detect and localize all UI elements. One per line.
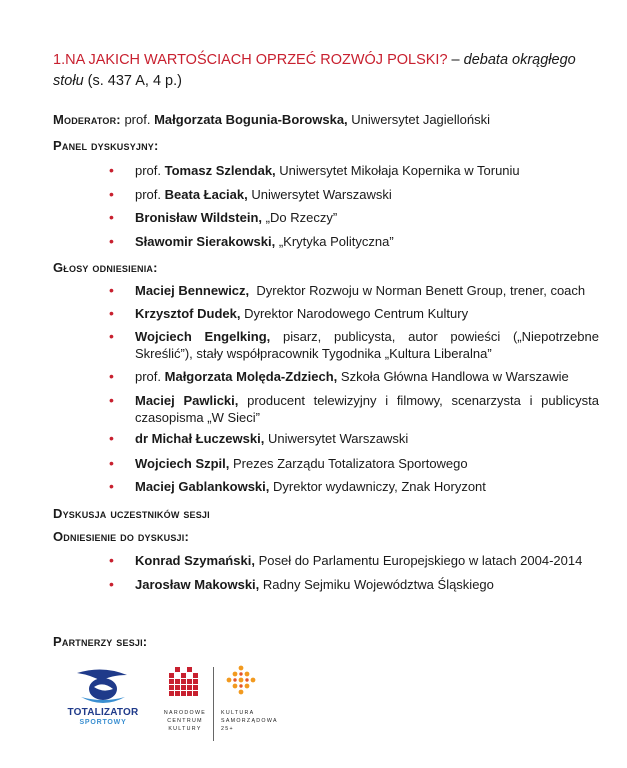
item-description: Uniwersytet Warszawski — [251, 187, 392, 202]
ks-text — [221, 709, 301, 733]
panel-label: Panel dyskusyjny: — [53, 138, 159, 153]
bullet-icon: • — [109, 186, 114, 202]
nck-crown-icon — [169, 667, 199, 705]
item-name: Wojciech Szpil, — [135, 456, 230, 471]
voices-label: Głosy odniesienia: — [53, 260, 158, 275]
item-description: Radny Sejmiku Województwa Śląskiego — [262, 577, 494, 592]
item-name: Jarosław Makowski, — [135, 577, 260, 592]
item-description: „Krytyka Polityczna” — [278, 234, 394, 249]
bullet-icon: • — [109, 233, 114, 249]
item-name: Konrad Szymański, — [135, 553, 255, 568]
item-name: Beata Łaciak, — [164, 187, 248, 202]
item-description: „Do Rzeczy” — [265, 210, 338, 225]
item-prefix: prof. — [135, 187, 162, 202]
bullet-icon: • — [109, 430, 114, 446]
item-name: Maciej Gablankowski, — [135, 479, 270, 494]
bullet-icon: • — [109, 455, 114, 471]
bullet-icon: • — [109, 576, 114, 592]
bullet-icon: • — [109, 162, 114, 178]
item-name: dr Michał Łuczewski, — [135, 431, 265, 446]
bullet-icon: • — [109, 392, 114, 408]
item-description: Dyrektor Narodowego Centrum Kultury — [244, 306, 469, 321]
session-room: (s. 437 A, 4 p.) — [83, 73, 182, 89]
ks-line: KULTURA — [221, 710, 255, 716]
item-description: Dyrektor Rozwoju w Norman Benett Group, trener, coach — [256, 283, 586, 298]
item-name: Maciej Pawlicki, — [135, 393, 239, 408]
session-format: debata okrągłego stołu — [53, 52, 576, 89]
item-description: Szkoła Główna Handlowa w Warszawie — [340, 369, 569, 384]
item-name: Krzysztof Dudek, — [135, 306, 241, 321]
nck-line: NARODOWE — [163, 710, 207, 716]
bullet-icon: • — [109, 305, 114, 321]
voice-item — [109, 392, 599, 426]
bullet-icon: • — [109, 552, 114, 568]
partner-logos — [53, 663, 353, 743]
response-label: Odniesienie do dyskusji: — [53, 529, 189, 544]
item-description: pisarz, publicysta, autor powieści („Niepotrzebne Skreślić”), stały współpracownik Tygodnika „Kultura Liberalna” — [135, 329, 599, 361]
logo-divider — [213, 667, 214, 741]
title-dash: – — [447, 52, 464, 68]
panel-item — [109, 162, 599, 179]
session-topic: NA JAKICH WARTOŚCIACH OPRZEĆ ROZWÓJ POLSKI? — [65, 52, 448, 68]
item-description: Uniwersytet Warszawski — [267, 431, 409, 446]
totalizator-line1: TOTALIZATOR — [67, 707, 139, 718]
nck-ks-logo — [163, 663, 303, 743]
item-name: Bronisław Wildstein, — [135, 210, 263, 225]
voice-item — [109, 328, 599, 362]
moderator-prefix: prof. — [124, 112, 151, 127]
moderator-name: Małgorzata Bogunia-Borowska, — [154, 112, 348, 127]
response-item — [109, 576, 599, 593]
session-title — [53, 50, 601, 92]
ks-line: 25+ — [221, 726, 234, 732]
bullet-icon: • — [109, 368, 114, 384]
partners-label: Partnerzy sesji: — [53, 634, 148, 649]
nck-line: CENTRUM — [167, 718, 203, 724]
voice-item — [109, 478, 599, 495]
voice-item — [109, 430, 599, 447]
moderator-line — [53, 111, 601, 128]
bullet-icon: • — [109, 282, 114, 298]
bullet-icon: • — [109, 478, 114, 494]
item-prefix: prof. — [135, 163, 162, 178]
session-number: 1. — [53, 52, 66, 68]
item-name: Małgorzata Molęda-Zdziech, — [164, 369, 338, 384]
bullet-icon: • — [109, 328, 114, 344]
panel-item — [109, 233, 599, 250]
item-description: Dyrektor wydawniczy, Znak Horyzont — [273, 479, 486, 494]
item-description: Poseł do Parlamentu Europejskiego w latach 2004-2014 — [258, 553, 583, 568]
item-description: Uniwersytet Mikołaja Kopernika w Toruniu — [279, 163, 520, 178]
panel-item — [109, 186, 599, 203]
moderator-label: Moderator: — [53, 112, 121, 127]
item-name: Tomasz Szlendak, — [164, 163, 276, 178]
item-prefix: prof. — [135, 369, 162, 384]
voice-item — [109, 305, 599, 322]
ks-diamond-icon — [223, 665, 259, 701]
voice-item — [109, 368, 599, 385]
moderator-affiliation: Uniwersytet Jagielloński — [351, 112, 491, 127]
panel-item — [109, 209, 599, 226]
totalizator-logo — [67, 667, 137, 731]
bullet-icon: • — [109, 209, 114, 225]
item-name: Maciej Bennewicz, — [135, 283, 250, 298]
item-name: Wojciech Engelking, — [135, 329, 271, 344]
totalizator-line2: SPORTOWY — [79, 719, 127, 726]
voice-item — [109, 282, 599, 299]
discussion-label: Dyskusja uczestników sesji — [53, 506, 210, 521]
response-item — [109, 552, 599, 569]
item-description: producent telewizyjny i filmowy, scenarzysta i publicysta czasopisma „W Sieci” — [135, 393, 599, 425]
voice-item — [109, 455, 599, 472]
item-name: Sławomir Sierakowski, — [135, 234, 276, 249]
ks-line: SAMORZĄDOWA — [221, 718, 278, 724]
item-description: Prezes Zarządu Totalizatora Sportowego — [233, 456, 468, 471]
nck-text — [163, 709, 207, 733]
nck-line: KULTURY — [168, 726, 202, 732]
totalizator-emblem-icon — [67, 667, 139, 707]
